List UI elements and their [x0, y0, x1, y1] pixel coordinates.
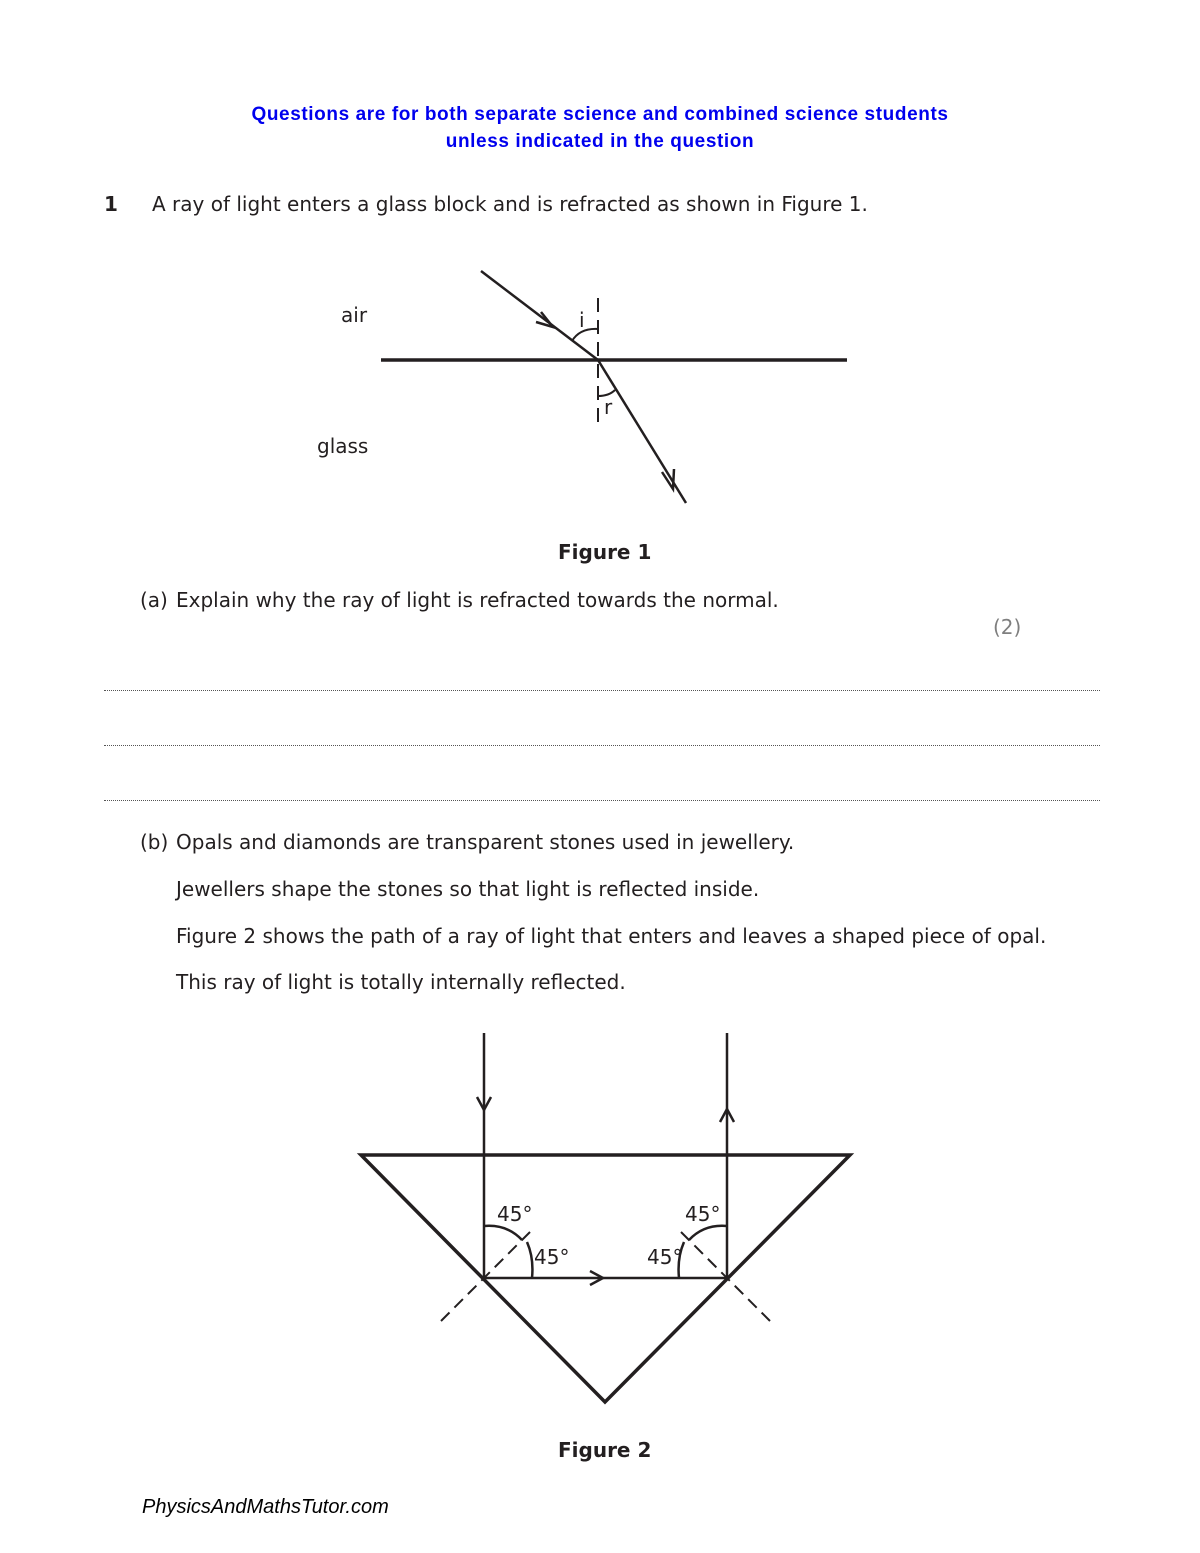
figure-1-caption: Figure 1 — [558, 540, 652, 564]
part-a-marks: (2) — [993, 615, 1022, 639]
part-b-label: (b) — [140, 830, 169, 854]
question-stem: A ray of light enters a glass block and is refracted as shown in Figure 1. — [152, 192, 868, 216]
left-upper-angle-arc — [484, 1226, 522, 1240]
answer-line[interactable] — [104, 800, 1100, 801]
right-upper-angle-label: 45° — [685, 1202, 721, 1226]
footer-watermark: PhysicsAndMathsTutor.com — [142, 1496, 389, 1518]
part-b-line-3: Figure 2 shows the path of a ray of light that enters and leaves a shaped piece of opal. — [176, 924, 1047, 948]
angle-i-label: i — [579, 308, 585, 332]
left-normal-line — [441, 1232, 530, 1321]
label-glass: glass — [317, 434, 369, 458]
question-number: 1 — [104, 192, 118, 216]
part-b-line-4: This ray of light is totally internally reflected. — [176, 970, 626, 994]
right-upper-angle-arc — [689, 1226, 727, 1240]
part-b-line-2: Jewellers shape the stones so that light is reflected inside. — [176, 877, 760, 901]
angle-r-label: r — [604, 395, 613, 419]
figure-2-caption: Figure 2 — [558, 1438, 652, 1462]
header-line-2: unless indicated in the question — [445, 131, 755, 152]
figure-1-diagram — [0, 250, 1200, 520]
figure-2-diagram — [0, 1025, 1200, 1415]
angle-i-arc — [572, 329, 598, 341]
left-lower-angle-label: 45° — [534, 1245, 570, 1269]
answer-line[interactable] — [104, 690, 1100, 691]
right-normal-line — [681, 1232, 770, 1321]
part-a-text: Explain why the ray of light is refracted towards the normal. — [176, 588, 779, 612]
right-lower-angle-label: 45° — [647, 1245, 683, 1269]
header-line-1: Questions are for both separate science and combined science students — [251, 104, 949, 125]
label-air: air — [341, 303, 368, 327]
answer-line[interactable] — [104, 745, 1100, 746]
left-upper-angle-label: 45° — [497, 1202, 533, 1226]
part-a-label: (a) — [140, 588, 168, 612]
left-lower-angle-arc — [527, 1242, 532, 1278]
part-b-line-1: Opals and diamonds are transparent stones used in jewellery. — [176, 830, 795, 854]
